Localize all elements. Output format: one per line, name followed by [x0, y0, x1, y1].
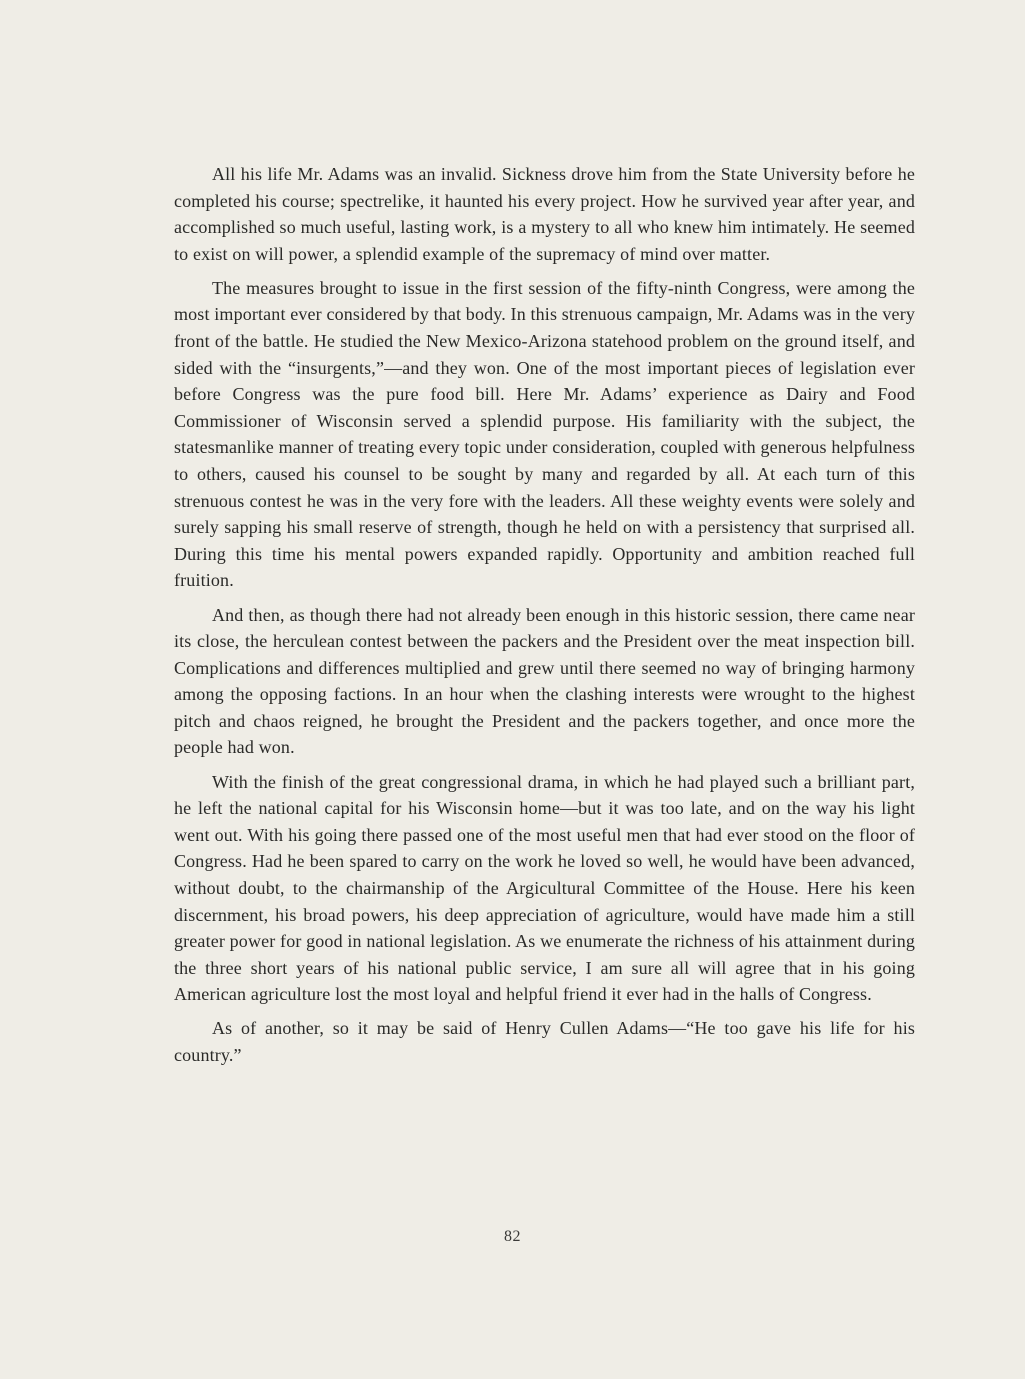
paragraph-4: With the finish of the great congressional drama, in which he had played such a brilliant part, he left the national capital for his Wisconsin home—but it was too late, and on the way his light went out. With his going there passed one of the most useful men that had ever stood on the floor of Congress. Had he been spared to carry on the work he loved so well, he would have been advanced, without doubt, to the chairmanship of the Argicultural Committee of the House. Here his keen discernment, his broad powers, his deep appreciation of agriculture, would have made him a still greater power for good in national legislation. As we enumerate the richness of his attainment during the three short years of his national public service, I am sure all will agree that in his going American agriculture lost the most loyal and helpful friend it ever had in the halls of Congress.	[174, 771, 915, 1005]
paragraph-3: And then, as though there had not already been enough in this historic session, there came near its close, the herculean contest between the packers and the President over the meat inspection bill. Complications and differences multiplied and grew until there seemed no way of bringing harmony among the opposing factions. In an hour when the clashing interests were wrought to the highest pitch and chaos reigned, he brought the President and the packers together, and once more the people had won.	[174, 604, 915, 758]
paragraph-2: The measures brought to issue in the first session of the fifty-ninth Congress, were among the most important ever considered by that body. In this strenuous campaign, Mr. Adams was in the very front of the battle. He studied the New Mexico-Arizona statehood problem on the ground itself, and sided with the “insurgents,”—and they won. One of the most important pieces of legislation ever before Congress was the pure food bill. Here Mr. Adams’ experience as Dairy and Food Commissioner of Wisconsin served a splendid purpose. His familiarity with the subject, the statesmanlike manner of treating every topic under consideration, coupled with generous helpfulness to others, caused his counsel to be sought by many and regarded by all. At each turn of this strenuous contest he was in the very fore with the leaders. All these weighty events were solely and surely sapping his small reserve of strength, though he held on with a persistency that surprised all. During this time his mental powers expanded rapidly. Opportunity and ambition reached full fruition.	[174, 277, 915, 591]
page-number: 82	[504, 1228, 521, 1245]
paragraph-5: As of another, so it may be said of Henry Cullen Adams—“He too gave his life for his country.”	[174, 1018, 915, 1065]
paragraph-1: All his life Mr. Adams was an invalid. Sickness drove him from the State University before he completed his course; spectrelike, it haunted his every project. How he survived year after year, and accomplished so much useful, lasting work, is a mystery to all who knew him intimately. He seemed to exist on will power, a splendid example of the supremacy of mind over matter.	[174, 164, 915, 264]
body-text	[174, 161, 915, 1076]
